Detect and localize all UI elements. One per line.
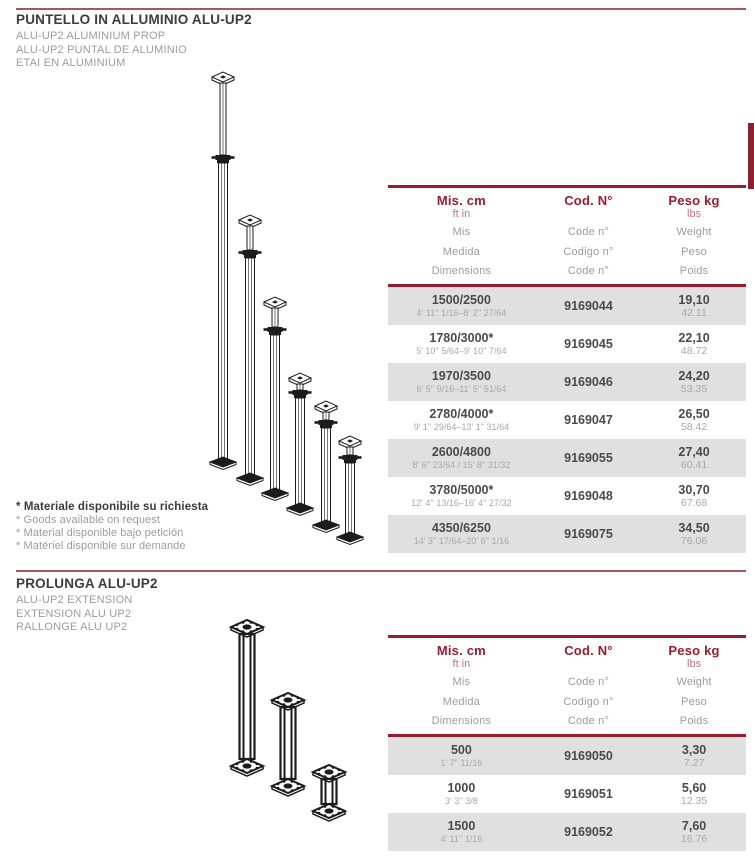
size-cell [388,813,535,851]
table-row [388,813,746,851]
section1-subtitle-en: ALU-UP2 ALUMINIUM PROP [16,30,166,42]
footnote-en: * Goods available on request [16,514,161,526]
size-ftin-value: 6' 5'' 9/16–11' 5'' 51/64 [416,383,507,394]
header-col-weight [642,638,746,734]
size-cell [388,515,535,553]
size-value: 500 [450,742,472,757]
header-size-l2: Medida [442,695,481,708]
code-value: 9169045 [564,337,613,351]
header-col-size [388,638,535,734]
size-ftin-value: 14' 3'' 17/64–20' 6'' 1/16 [413,535,510,546]
section1-subtitle-es: ALU-UP2 PUNTAL DE ALUMINIO [16,43,187,56]
header-weight-main: Peso kg [668,643,720,658]
weight-kg-value: 22,10 [678,330,710,345]
size-value: 3780/5000* [429,482,494,497]
header-code-l1: Code n° [567,226,610,238]
table-row [388,363,746,401]
code-value: 9169052 [564,825,613,839]
code-cell [535,287,642,325]
table-row [388,515,746,553]
header-weight-l2: Peso [681,245,707,258]
section2-subtitle-en: ALU-UP2 EXTENSION [16,594,133,606]
table-header [388,635,746,737]
code-value: 9169050 [564,749,613,763]
header-code-l3: Code n° [567,265,610,277]
table-row [388,401,746,439]
weight-lbs-value: 58.42 [680,420,708,433]
weight-cell [642,813,746,851]
code-cell [535,775,642,813]
weight-lbs-value: 12.35 [680,794,708,807]
size-cell [388,477,535,515]
size-cell [388,401,535,439]
weight-kg-value: 34,50 [678,520,710,535]
weight-lbs-value: 7.27 [683,756,705,769]
extension-illustration [222,608,382,833]
header-size-l1: Mis [452,226,471,238]
section2-top-rule [16,570,746,572]
size-ftin-value: 5' 10'' 5/64–9' 10'' 7/64 [416,345,507,356]
size-ftin-value: 9' 1'' 29/64–13' 1'' 31/64 [413,421,510,432]
header-size-l3: Dimensions [431,715,492,727]
weight-lbs-value: 16.76 [680,832,708,845]
size-cell [388,439,535,477]
size-ftin-value: 8' 6'' 23/64 / 15' 8'' 31/32 [412,459,511,470]
code-cell [535,813,642,851]
code-value: 9169075 [564,527,613,541]
weight-kg-value: 27,40 [678,444,710,459]
weight-cell [642,401,746,439]
header-size-main: Mis. cm [436,193,486,208]
code-cell [535,515,642,553]
size-ftin-value: 4' 11'' 1/16 [440,833,483,844]
code-cell [535,439,642,477]
weight-kg-value: 7,60 [681,818,707,833]
code-cell [535,737,642,775]
table-row [388,287,746,325]
header-weight-l1: Weight [676,226,712,238]
table-header [388,185,746,287]
section1-subtitle-fr: ETAI EN ALUMINIUM [16,57,126,69]
header-weight-sub: lbs [687,208,702,220]
header-size-l3: Dimensions [431,265,492,277]
availability-footnote [16,501,208,553]
weight-kg-value: 3,30 [681,742,707,757]
weight-lbs-value: 48.72 [680,344,708,357]
size-value: 2600/4800 [431,444,491,459]
header-col-code [535,188,642,284]
code-cell [535,477,642,515]
section2-subtitle-es: EXTENSION ALU UP2 [16,607,132,620]
size-cell [388,737,535,775]
table-row [388,737,746,775]
prop-spec-table [388,185,746,553]
size-value: 1000 [447,780,476,795]
section2-title: PROLUNGA ALU-UP2 [16,576,158,591]
weight-kg-value: 30,70 [678,482,710,497]
size-cell [388,775,535,813]
header-code-l2: Codigo n° [563,245,614,258]
weight-cell [642,363,746,401]
header-col-size [388,188,535,284]
section1-title: PUNTELLO IN ALLUMINIO ALU-UP2 [16,12,252,27]
size-ftin-value: 4' 11'' 1/16–8' 2'' 27/64 [416,307,507,318]
header-weight-sub: lbs [687,658,702,670]
table-row [388,775,746,813]
size-cell [388,363,535,401]
section2-header [16,576,158,635]
footnote-fr: * Matériel disponible sur demande [16,540,186,552]
weight-lbs-value: 53.35 [680,382,708,395]
size-value: 1500/2500 [431,292,491,307]
weight-cell [642,737,746,775]
header-code-l1: Code n° [567,676,610,688]
section2-subtitle-fr: RALLONGE ALU UP2 [16,621,128,633]
table-row [388,477,746,515]
weight-cell [642,477,746,515]
code-value: 9169048 [564,489,613,503]
header-size-l2: Medida [442,245,481,258]
table-body [388,737,746,851]
table-row [388,325,746,363]
footnote-it: * Materiale disponibile su richiesta [16,501,209,513]
size-value: 1500 [447,818,476,833]
weight-cell [642,515,746,553]
table-row [388,439,746,477]
header-code-l2: Codigo n° [563,695,614,708]
header-code-main: Cod. N° [564,643,613,658]
size-value: 4350/6250 [431,520,491,535]
size-ftin-value: 3' 3'' 3/8 [445,795,478,806]
header-weight-main: Peso kg [668,193,720,208]
code-value: 9169046 [564,375,613,389]
code-value: 9169055 [564,451,613,465]
code-cell [535,401,642,439]
table-body [388,287,746,553]
weight-cell [642,439,746,477]
section1-top-rule [16,8,746,10]
header-code-l3: Code n° [567,715,610,727]
weight-kg-value: 5,60 [681,780,707,795]
header-col-weight [642,188,746,284]
weight-kg-value: 24,20 [678,368,710,383]
header-size-sub: ft in [452,658,471,670]
size-ftin-value: 1' 7'' 11/16 [440,757,483,768]
header-col-code [535,638,642,734]
extension-spec-table [388,635,746,851]
size-value: 1970/3500 [431,368,491,383]
footnote-es: * Material disponible bajo petición [16,527,184,539]
weight-cell [642,325,746,363]
weight-kg-value: 19,10 [678,292,710,307]
weight-lbs-value: 60.41 [680,458,708,471]
header-size-sub: ft in [452,208,471,220]
code-value: 9169051 [564,787,613,801]
code-cell [535,325,642,363]
header-weight-l2: Peso [681,695,707,708]
code-cell [535,363,642,401]
weight-kg-value: 26,50 [678,406,710,421]
code-value: 9169047 [564,413,613,427]
code-value: 9169044 [564,299,613,313]
weight-lbs-value: 76.06 [680,534,708,547]
header-code-main: Cod. N° [564,193,613,208]
size-value: 2780/4000* [429,406,494,421]
weight-cell [642,287,746,325]
weight-lbs-value: 67.68 [680,496,708,509]
size-ftin-value: 12' 4'' 13/16–16' 4'' 27/32 [411,497,512,508]
header-weight-l1: Weight [676,676,712,688]
header-size-l1: Mis [452,676,471,688]
weight-cell [642,775,746,813]
header-weight-l3: Poids [679,265,709,277]
size-cell [388,325,535,363]
header-size-main: Mis. cm [436,643,486,658]
prop-illustration [178,60,378,555]
header-weight-l3: Poids [679,715,709,727]
size-cell [388,287,535,325]
size-value: 1780/3000* [429,330,494,345]
weight-lbs-value: 42.11 [681,306,707,319]
page-edge-tab [748,123,754,189]
